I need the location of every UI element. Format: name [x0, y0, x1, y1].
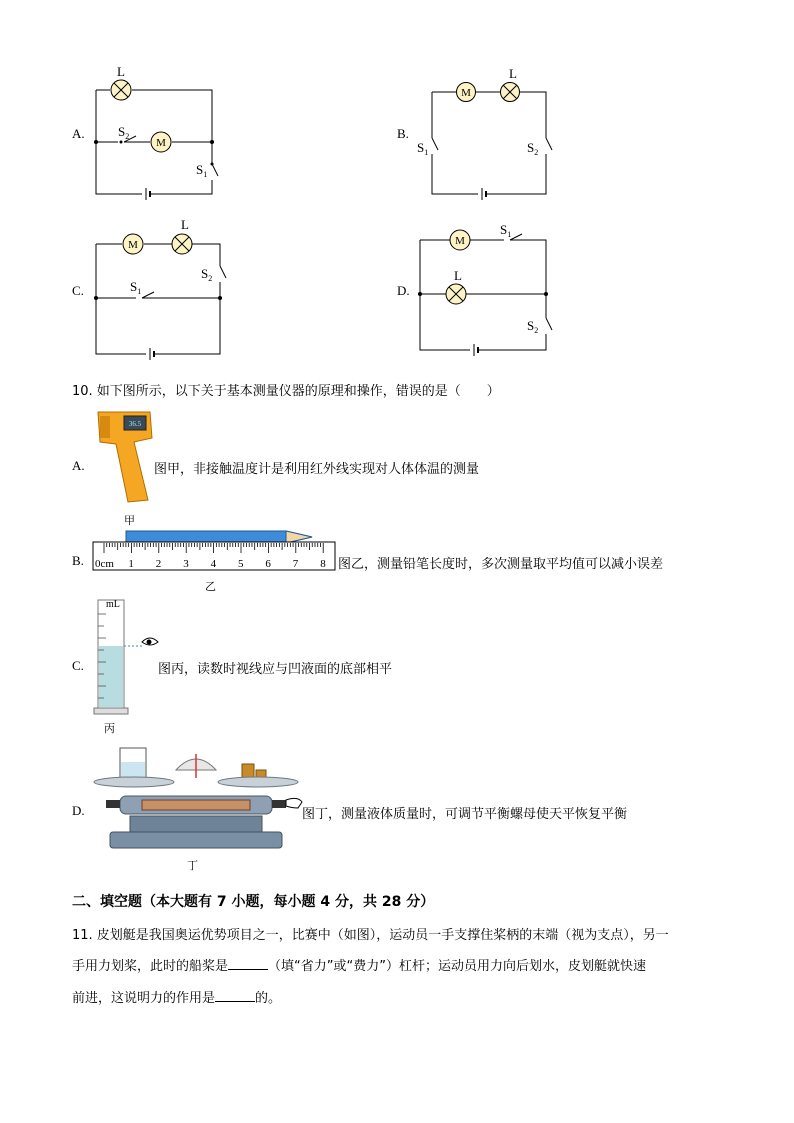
svg-text:S2: $S_2$: [527, 318, 539, 335]
svg-text:S1: $S_1$: [417, 140, 429, 157]
svg-text:S1: $S_1$: [196, 162, 208, 179]
lamp-label: L: [117, 64, 125, 79]
answer-blank-2[interactable]: [215, 989, 255, 1002]
circuit-diagram-d: [412, 220, 562, 360]
ruler-tick-label: 5: [238, 558, 244, 570]
circuit-diagram-a: [88, 60, 228, 200]
ruler-tick-label: 2: [155, 558, 162, 570]
svg-text:L: L: [181, 217, 189, 232]
balance-image: [92, 744, 304, 856]
ruler-tick-label: 8: [320, 558, 326, 570]
q10-option-label-d: D.: [72, 803, 85, 818]
q10-option-d-text: 图丁，测量液体质量时，可调节平衡螺母使天平恢复平衡: [302, 807, 628, 822]
circuit-diagram-c: [88, 214, 230, 360]
svg-text:S2: $S_2$: [118, 124, 130, 141]
option-label-d: D.: [397, 283, 410, 298]
thermometer-image: [94, 408, 154, 506]
q11-line-1: 11. 皮划艇是我国奥运优势项目之一，比赛中（如图），运动员一手支撑住桨柄的末端（视为支点），另一: [72, 928, 669, 943]
svg-text:mL: mL: [106, 599, 120, 610]
option-label-b: B.: [397, 126, 409, 141]
option-label-c: C.: [72, 283, 84, 298]
cylinder-image: [92, 594, 172, 720]
motor-label: M: [156, 137, 166, 149]
svg-text:36.5: 36.5: [128, 420, 142, 428]
caption-ding: 丁: [187, 859, 198, 872]
q10-option-label-c: C.: [72, 658, 84, 673]
q11-line-3: 前进，这说明力的作用是 的。: [72, 991, 282, 1006]
q10-option-label-b: B.: [72, 553, 84, 568]
ruler-tick-label: 7: [292, 558, 299, 570]
svg-text:M: M: [461, 87, 471, 99]
ruler-tick-label: 0cm: [95, 558, 114, 570]
caption-jia: 甲: [124, 514, 135, 527]
svg-text:L: L: [454, 268, 462, 283]
q10-option-b-text: 图乙，测量铅笔长度时，多次测量取平均值可以减小误差: [338, 557, 664, 572]
caption-bing: 丙: [104, 722, 115, 735]
q10-option-label-a: A.: [72, 458, 85, 473]
option-label-a: A.: [72, 126, 85, 141]
q10-option-c-text: 图丙，读数时视线应与凹液面的底部相平: [158, 662, 393, 677]
svg-text:S2: $S_2$: [201, 266, 213, 283]
ruler-tick-label: 4: [210, 558, 217, 570]
ruler-tick-label: 1: [128, 558, 134, 570]
svg-text:S1: $S_1$: [130, 279, 142, 296]
svg-text:S1: $S_1$: [500, 222, 512, 239]
q10-option-a-text: 图甲，非接触温度计是利用红外线实现对人体体温的测量: [154, 462, 480, 477]
circuit-diagram-b: [417, 64, 560, 198]
svg-text:M: M: [128, 239, 138, 251]
ruler-pencil-image: [92, 527, 338, 577]
svg-text:S2: $S_2$: [527, 140, 539, 157]
svg-text:M: M: [455, 235, 465, 247]
q11-line-2: 手用力划桨，此时的船桨是 （填“省力”或“费力”）杠杆；运动员用力向后划水，皮划艇就快速: [72, 959, 646, 974]
answer-blank-1[interactable]: [228, 957, 268, 970]
section-heading: 二、填空题（本大题有 7 小题，每小题 4 分，共 28 分）: [72, 894, 435, 910]
ruler-tick-label: 6: [265, 558, 271, 570]
q10-stem: 10. 如下图所示，以下关于基本测量仪器的原理和操作，错误的是（ ）: [72, 384, 500, 399]
ruler-tick-label: 3: [183, 558, 189, 570]
svg-text:L: L: [509, 66, 517, 81]
caption-yi: 乙: [205, 580, 216, 593]
